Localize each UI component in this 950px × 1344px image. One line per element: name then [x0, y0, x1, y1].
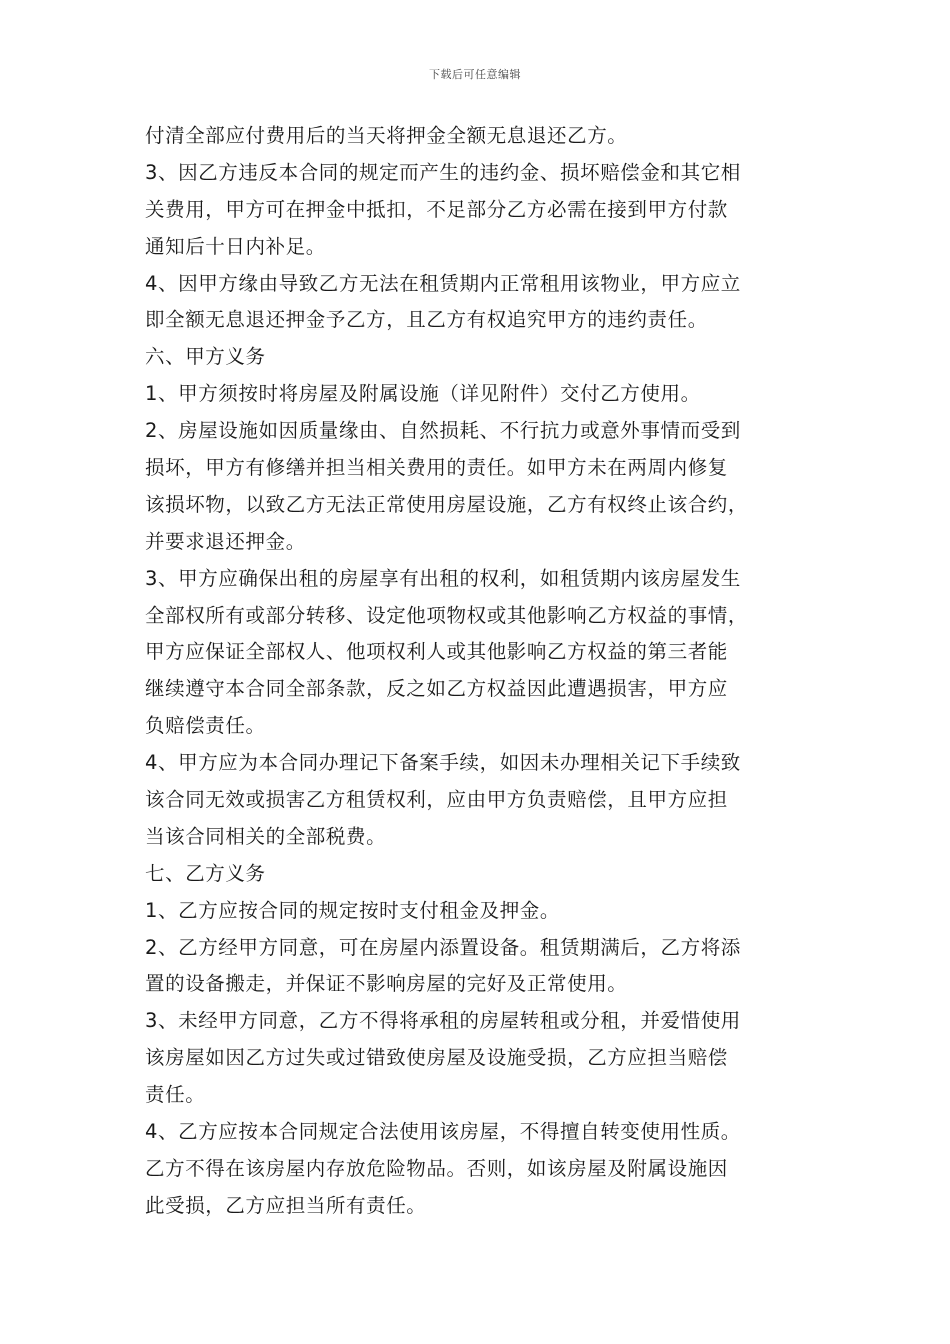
section-heading: 七、乙方义务	[145, 861, 266, 885]
text-line: 该合同无效或损害乙方租赁权利，应由甲方负责赔偿，且甲方应担	[145, 788, 728, 812]
document-body	[145, 118, 825, 1225]
text-line: 3、因乙方违反本合同的规定而产生的违约金、损坏赔偿金和其它相	[145, 160, 741, 184]
text-line: 2、乙方经甲方同意，可在房屋内添置设备。租赁期满后，乙方将添	[145, 935, 741, 959]
text-line: 并要求退还押金。	[145, 529, 306, 553]
text-line: 通知后十日内补足。	[145, 234, 326, 258]
page-header: 下载后可任意编辑	[429, 68, 521, 81]
text-line: 关费用，甲方可在押金中抵扣，不足部分乙方必需在接到甲方付款	[145, 197, 728, 221]
text-line: 付清全部应付费用后的当天将押金全额无息退还乙方。	[145, 124, 628, 147]
text-line: 该损坏物，以致乙方无法正常使用房屋设施，乙方有权终止该合约，	[145, 492, 749, 516]
text-line: 1、乙方应按合同的规定按时支付租金及押金。	[145, 898, 561, 922]
text-line: 当该合同相关的全部税费。	[145, 824, 387, 848]
text-line: 乙方不得在该房屋内存放危险物品。否则，如该房屋及附属设施因	[145, 1156, 728, 1180]
text-line: 4、因甲方缘由导致乙方无法在租赁期内正常租用该物业，甲方应立	[145, 271, 741, 295]
text-line: 责任。	[145, 1083, 206, 1107]
text-line: 继续遵守本合同全部条款，反之如乙方权益因此遭遇损害，甲方应	[145, 677, 728, 701]
text-line: 损坏，甲方有修缮并担当相关费用的责任。如甲方未在两周内修复	[145, 456, 728, 480]
text-line: 全部权所有或部分转移、设定他项物权或其他影响乙方权益的事情，	[145, 603, 749, 627]
text-line: 甲方应保证全部权人、他项权利人或其他影响乙方权益的第三者能	[145, 640, 728, 664]
text-line: 3、甲方应确保出租的房屋享有出租的权利，如租赁期内该房屋发生	[145, 566, 741, 590]
section-heading: 六、甲方义务	[145, 345, 266, 369]
text-line: 该房屋如因乙方过失或过错致使房屋及设施受损，乙方应担当赔偿	[145, 1046, 728, 1070]
text-line: 此受损，乙方应担当所有责任。	[145, 1193, 427, 1217]
text-line: 负赔偿责任。	[145, 714, 266, 738]
text-line: 1、甲方须按时将房屋及附属设施（详见附件）交付乙方使用。	[145, 382, 701, 406]
text-line: 4、乙方应按本合同规定合法使用该房屋，不得擅自转变使用性质。	[145, 1120, 741, 1144]
text-line: 4、甲方应为本合同办理记下备案手续，如因未办理相关记下手续致	[145, 751, 741, 775]
text-line: 2、房屋设施如因质量缘由、自然损耗、不行抗力或意外事情而受到	[145, 419, 741, 443]
text-line: 3、未经甲方同意，乙方不得将承租的房屋转租或分租，并爱惜使用	[145, 1009, 741, 1033]
text-line: 置的设备搬走，并保证不影响房屋的完好及正常使用。	[145, 972, 628, 996]
text-line: 即全额无息退还押金予乙方，且乙方有权追究甲方的违约责任。	[145, 308, 708, 332]
